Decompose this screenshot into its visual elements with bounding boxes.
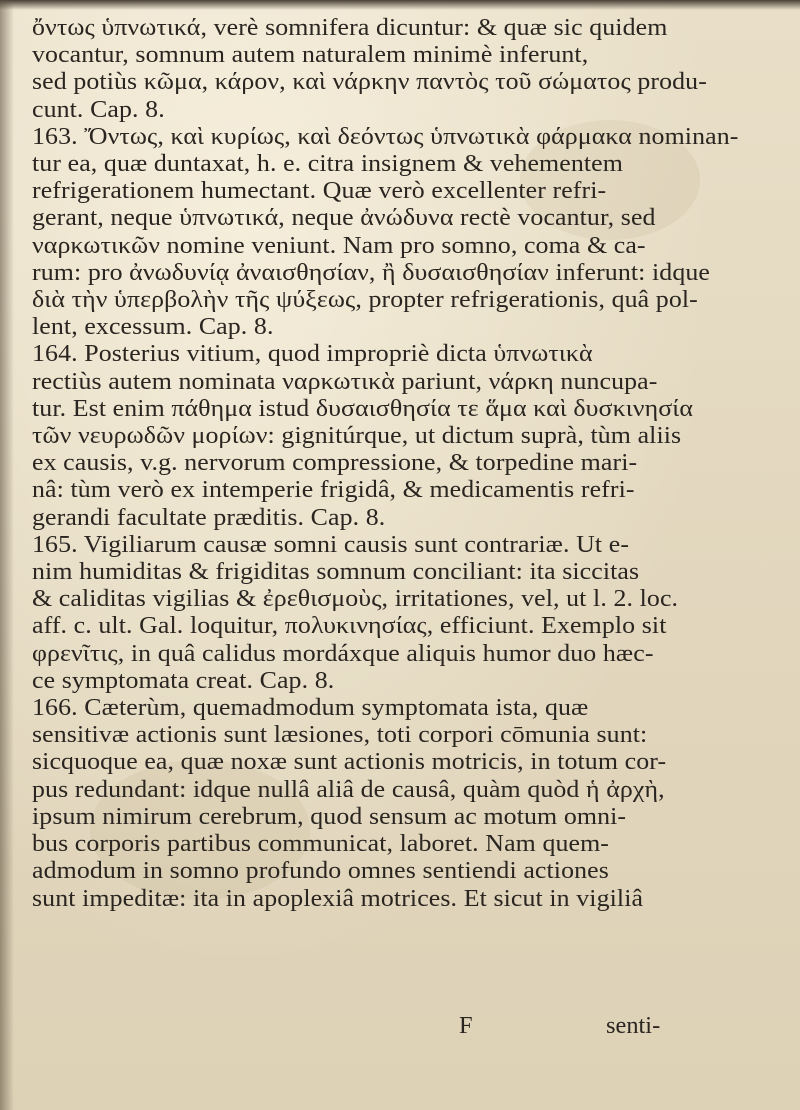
- signature-mark: F: [459, 1012, 473, 1039]
- text-line: ce symptomata creat. Cap. 8.: [32, 666, 335, 694]
- text-line: 164. Posterius vitium, quod impropriè dicta ὑπνωτικὰ: [32, 340, 593, 368]
- page-gutter-shadow: [0, 0, 14, 1110]
- text-line: 165. Vigiliarum causæ somni causis sunt contrariæ. Ut e-: [32, 530, 630, 558]
- text-line: ipsum nimirum cerebrum, quod sensum ac motum omni-: [32, 802, 627, 830]
- text-line: rum: pro ἀνωδυνίᾳ ἀναισθησίαν, ἢ δυσαισθησίαν inferunt: idque: [32, 258, 710, 286]
- text-line: τῶν νευρωδῶν μορίων: gignitúrque, ut dictum suprà, tùm aliis: [32, 422, 682, 450]
- text-line: admodum in somno profundo omnes sentiendi actiones: [32, 857, 609, 885]
- text-line: 166. Cæterùm, quemadmodum symptomata ista, quæ: [32, 694, 589, 722]
- text-line: sunt impeditæ: ita in apoplexiâ motrices. Et sicut in vigiliâ: [32, 884, 644, 912]
- text-line: vocantur, somnum autem naturalem minimè inferunt,: [32, 41, 589, 69]
- text-line: φρενῖτις, in quâ calidus mordáxque aliquis humor duo hæc-: [32, 639, 654, 667]
- text-line: ex causis, v.g. nervorum compressione, & torpedine mari-: [32, 449, 638, 477]
- text-line: ναρκωτικῶν nomine veniunt. Nam pro somno, coma & ca-: [32, 231, 646, 259]
- text-line: gerant, neque ὑπνωτικά, neque ἀνώδυνα rectè vocantur, sed: [32, 204, 656, 232]
- text-line: sicquoque ea, quæ noxæ sunt actionis motricis, in totum cor-: [32, 748, 667, 776]
- text-line: rectiùs autem nominata ναρκωτικὰ pariunt, νάρκη nuncupa-: [32, 367, 658, 395]
- text-line: pus redundant: idque nullâ aliâ de causâ, quàm quòd ἡ ἀρχὴ,: [32, 775, 665, 803]
- text-line: 163. Ὄντως, καὶ κυρίως, καὶ δεόντως ὑπνωτικὰ φάρμακα nominan-: [32, 122, 739, 150]
- text-line: refrigerationem humectant. Quæ verò excellenter refri-: [32, 177, 607, 205]
- text-line: tur ea, quæ duntaxat, h. e. citra insignem & vehementem: [32, 150, 623, 178]
- catchword: senti-: [606, 1012, 661, 1039]
- text-line: sed potiùs κῶμα, κάρον, καὶ νάρκην παντὸς τοῦ σώματος produ-: [32, 68, 707, 96]
- text-line: & caliditas vigilias & ἐρεθισμοὺς, irritationes, vel, ut l. 2. loc.: [32, 585, 679, 613]
- body-text: [32, 14, 772, 912]
- text-line: nâ: tùm verò ex intemperie frigidâ, & medicamentis refri-: [32, 476, 635, 504]
- text-line: nim humiditas & frigiditas somnum conciliant: ita siccitas: [32, 558, 640, 586]
- text-line: διὰ τὴν ὑπερβολὴν τῆς ψύξεως, propter refrigerationis, quâ pol-: [32, 286, 698, 314]
- text-line: bus corporis partibus communicat, laboret. Nam quem-: [32, 830, 610, 858]
- page-top-edge: [0, 0, 800, 10]
- text-line: aff. c. ult. Gal. loquitur, πολυκινησίας, efficiunt. Exemplo sit: [32, 612, 667, 640]
- text-line: tur. Est enim πάθημα istud δυσαισθησία τε ἅμα καὶ δυσκινησία: [32, 394, 693, 422]
- text-line: ὄντως ὑπνωτικά, verè somnifera dicuntur: & quæ sic quidem: [32, 14, 668, 41]
- page-footer: [0, 1012, 800, 1052]
- text-paragraph: [32, 14, 772, 912]
- text-line: gerandi facultate præditis. Cap. 8.: [32, 503, 386, 531]
- text-line: sensitivæ actionis sunt læsiones, toti corpori cōmunia sunt:: [32, 721, 648, 749]
- text-line: lent, excessum. Cap. 8.: [32, 313, 274, 341]
- text-line: cunt. Cap. 8.: [32, 95, 165, 123]
